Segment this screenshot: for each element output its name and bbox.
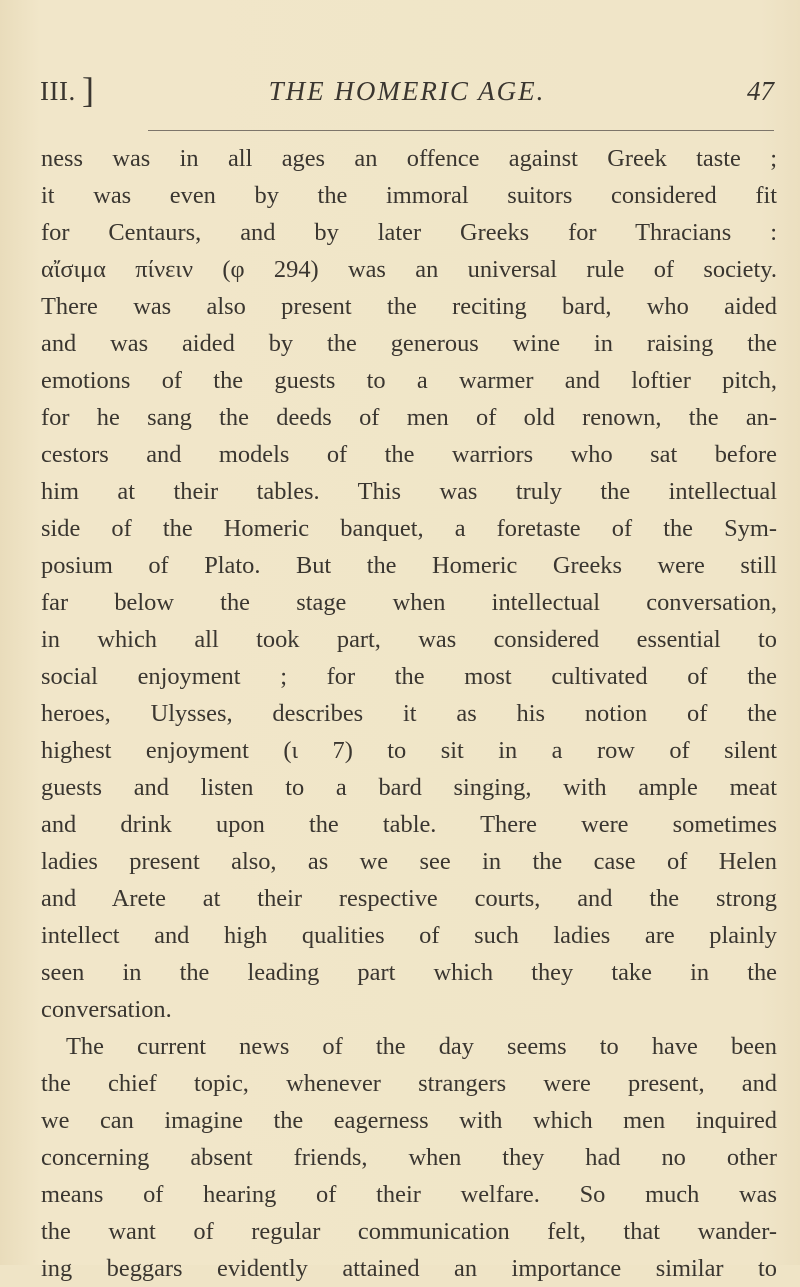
running-header xyxy=(40,70,774,116)
text-line: means of hearing of their welfare. So much was xyxy=(41,1181,777,1208)
text-line: There was also present the reciting bard, who aided xyxy=(41,293,777,320)
paragraph-start-line: The current news of the day seems to have been xyxy=(66,1033,777,1060)
page-number: 47 xyxy=(747,76,774,106)
text-line: social enjoyment ; for the most cultivated of the xyxy=(41,663,777,690)
text-line: the want of regular communication felt, that wander- xyxy=(41,1218,777,1245)
text-line: αἴσιμα πίνειν (φ 294) was an universal rule of society. xyxy=(41,256,777,283)
text-line: for he sang the deeds of men of old renown, the an- xyxy=(41,404,777,431)
paragraph-end-line: conversation. xyxy=(41,996,172,1023)
text-line: we can imagine the eagerness with which men inquired xyxy=(41,1107,777,1134)
chapter-number: III. xyxy=(40,76,76,106)
text-line: the chief topic, whenever strangers were present, and xyxy=(41,1070,777,1097)
text-line: and was aided by the generous wine in raising the xyxy=(41,330,777,357)
running-title: THE HOMERIC AGE. xyxy=(268,76,546,106)
text-line: guests and listen to a bard singing, with ample meat xyxy=(41,774,777,801)
text-line: for Centaurs, and by later Greeks for Thracians : xyxy=(41,219,777,246)
text-line: intellect and high qualities of such ladies are plainly xyxy=(41,922,777,949)
text-line: side of the Homeric banquet, a foretaste of the Sym- xyxy=(41,515,777,542)
text-line: heroes, Ulysses, describes it as his notion of the xyxy=(41,700,777,727)
text-line: ladies present also, as we see in the case of Helen xyxy=(41,848,777,875)
text-line: ness was in all ages an offence against Greek taste ; xyxy=(41,145,777,172)
text-line: concerning absent friends, when they had no other xyxy=(41,1144,777,1171)
text-line: him at their tables. This was truly the intellectual xyxy=(41,478,777,505)
text-line: and Arete at their respective courts, and the strong xyxy=(41,885,777,912)
text-line: it was even by the immoral suitors considered fit xyxy=(41,182,777,209)
text-line: and drink upon the table. There were sometimes xyxy=(41,811,777,838)
text-line: cestors and models of the warriors who sat before xyxy=(41,441,777,468)
text-line: in which all took part, was considered essential to xyxy=(41,626,777,653)
text-line: highest enjoyment (ι 7) to sit in a row of silent xyxy=(41,737,777,764)
text-line: emotions of the guests to a warmer and loftier pitch, xyxy=(41,367,777,394)
body-text xyxy=(41,140,777,1287)
text-line: ing beggars evidently attained an importance similar to xyxy=(41,1255,777,1282)
text-line: far below the stage when intellectual conversation, xyxy=(41,589,777,616)
text-line: seen in the leading part which they take in the xyxy=(41,959,777,986)
header-bracket: ] xyxy=(82,70,94,110)
header-rule xyxy=(148,130,774,131)
text-line: posium of Plato. But the Homeric Greeks were still xyxy=(41,552,777,579)
